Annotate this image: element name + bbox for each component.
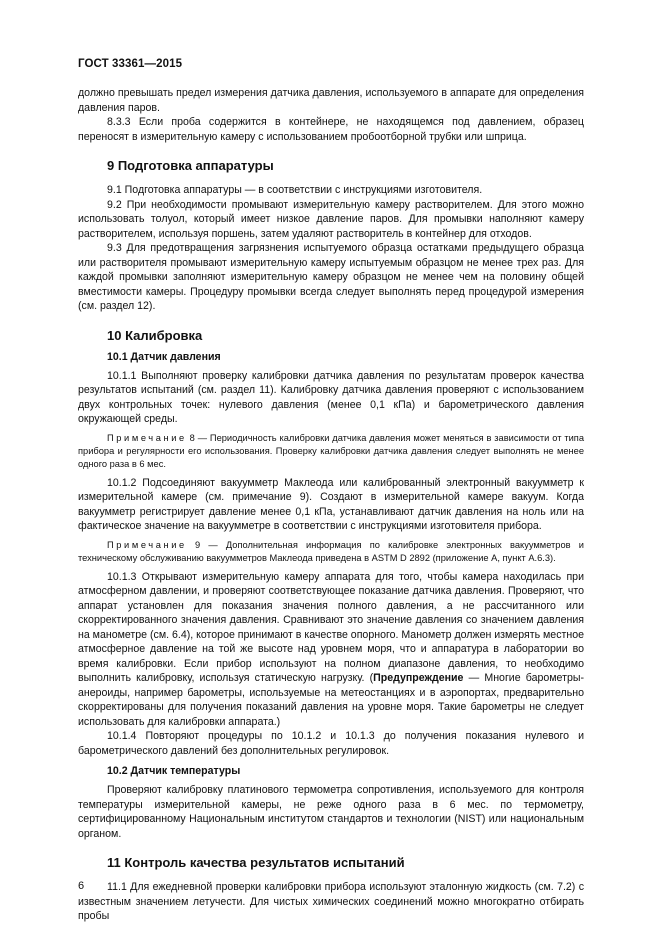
document-code-header: ГОСТ 33361—2015 — [78, 58, 183, 70]
paragraph-10-1-4: 10.1.4 Повторяют процедуры по 10.1.2 и 10.1.3 до получения показания нулевого и барометрического давлений без дополнительных регулировок. — [78, 730, 584, 757]
note-9-text: 9 — Дополнительная информация по калибровке электронных вакуумметров и техническому обслуживанию вакуумметров Маклеода приведена в ASTM D 2892 (приложение А, пункт А.6.3). — [78, 539, 584, 563]
subsection-10-2-heading: 10.2 Датчик температуры — [107, 765, 241, 777]
paragraph-10-2: Проверяют калибровку платинового термометра сопротивления, используемого для контроля температуры измерительной камеры, не реже одного раза в 6 мес. по термометру, сертифицированному Национальным институтом стандартов и технологии (NIST) или национальным органом. — [78, 784, 584, 840]
paragraph-9-1: 9.1 Подготовка аппаратуры — в соответствии с инструкциями изготовителя. — [107, 184, 483, 196]
note-8-label: Примечание — [107, 432, 187, 443]
paragraph-10-1-3-part-a: 10.1.3 Открывают измерительную камеру аппарата для того, чтобы камера находилась при атмосферном давлении, и проверяют соответствующее показание датчика давления. Проверяют, что аппарат установлен для показания значения полного давления, а не рассчитанного или скорректированного значения давления. Сравнивают это значение давления со значением давления на манометре (см. 6.4), которое принимают в качестве опорного. Манометр должен измерять местное атмосферное давление на той же высоте над уровнем моря, что и аппаратура в лаборатории во время калибровки. Если прибор используют на полном диапазоне давления, то необходимо выполнить калибровку, используя статическую нагрузку. ( — [78, 570, 584, 684]
note-9-label: Примечание — [107, 539, 187, 550]
note-9 — [78, 539, 584, 565]
paragraph-10-1-3-part-b: — Многие барометры-анероиды, например барометры, используемые на метеостанциях и в аэропортах, предварительно скорректированы для получения показаний давления на уровне моря. Такие барометры не следует использовать для калибровки аппарата.) — [78, 672, 584, 728]
section-9-heading: 9 Подготовка аппаратуры — [107, 158, 274, 173]
paragraph-continued: должно превышать предел измерения датчика давления, используемого в аппарате для определения давления паров. — [78, 87, 584, 114]
paragraph-9-2: 9.2 При необходимости промывают измерительную камеру растворителем. Для этого можно использовать толуол, который имеет низкое давление паров. Для промывки наполняют камеру растворителем, используя поршень, затем удаляют растворитель в контейнер для отходов. — [78, 198, 584, 240]
paragraph-10-1-3 — [78, 570, 584, 730]
section-10-heading: 10 Калибровка — [107, 327, 203, 343]
section-11-heading: 11 Контроль качества результатов испытаний — [107, 855, 405, 870]
paragraph-10-1-2: 10.1.2 Подсоединяют вакуумметр Маклеода или калиброванный электронный вакуумметр к измерительной камере (см. примечание 9). Создают в измерительной камере вакуум. Когда вакуумметр регистрирует давление менее 0,1 кПа, устанавливают датчик давления на ноль или на фактическое значение на вакуумметре в соответствии с инструкциями изготовителя прибора. — [78, 476, 584, 532]
paragraph-10-1-1: 10.1.1 Выполняют проверку калибровки датчика давления по результатам проверок качества результатов испытаний (см. раздел 11). Калибровку датчика давления проверяют с использованием двух контрольных точек: нулевого давления (менее 0,1 кПа) и барометрического давления окружающей среды. — [78, 369, 584, 425]
paragraph-11-1: 11.1 Для ежедневной проверки калибровки прибора используют эталонную жидкость (см. 7.2) с известным значением летучести. Для чистых химических соединений можно многократно отбирать пробы — [78, 881, 584, 922]
note-8-text: 8 — Периодичность калибровки датчика давления может меняться в зависимости от типа прибора и регулярности его использования. Проверку калибровки датчика давления следует выполнять не менее одного раза в 6 мес. — [78, 432, 584, 469]
page-number: 6 — [78, 880, 85, 892]
paragraph-8-3-3: 8.3.3 Если проба содержится в контейнере, не находящемся под давлением, образец переносят в измерительную камеру с использованием пробоотборной трубки или шприца. — [78, 116, 584, 143]
paragraph-9-3: 9.3 Для предотвращения загрязнения испытуемого образца остатками предыдущего образца или растворителя промывают измерительную камеру испытуемым образцом не менее трех раз. Для каждой промывки заполняют измерительную камеру образцом не менее чем на половину общей вместимости камеры. Процедуру промывки всегда следует выполнять перед процедурой измерения (см. раздел 12). — [78, 242, 584, 312]
subsection-10-1-heading: 10.1 Датчик давления — [107, 350, 221, 363]
warning-label: Предупреждение — [373, 672, 464, 684]
document-body — [78, 86, 584, 924]
note-8 — [78, 432, 584, 471]
